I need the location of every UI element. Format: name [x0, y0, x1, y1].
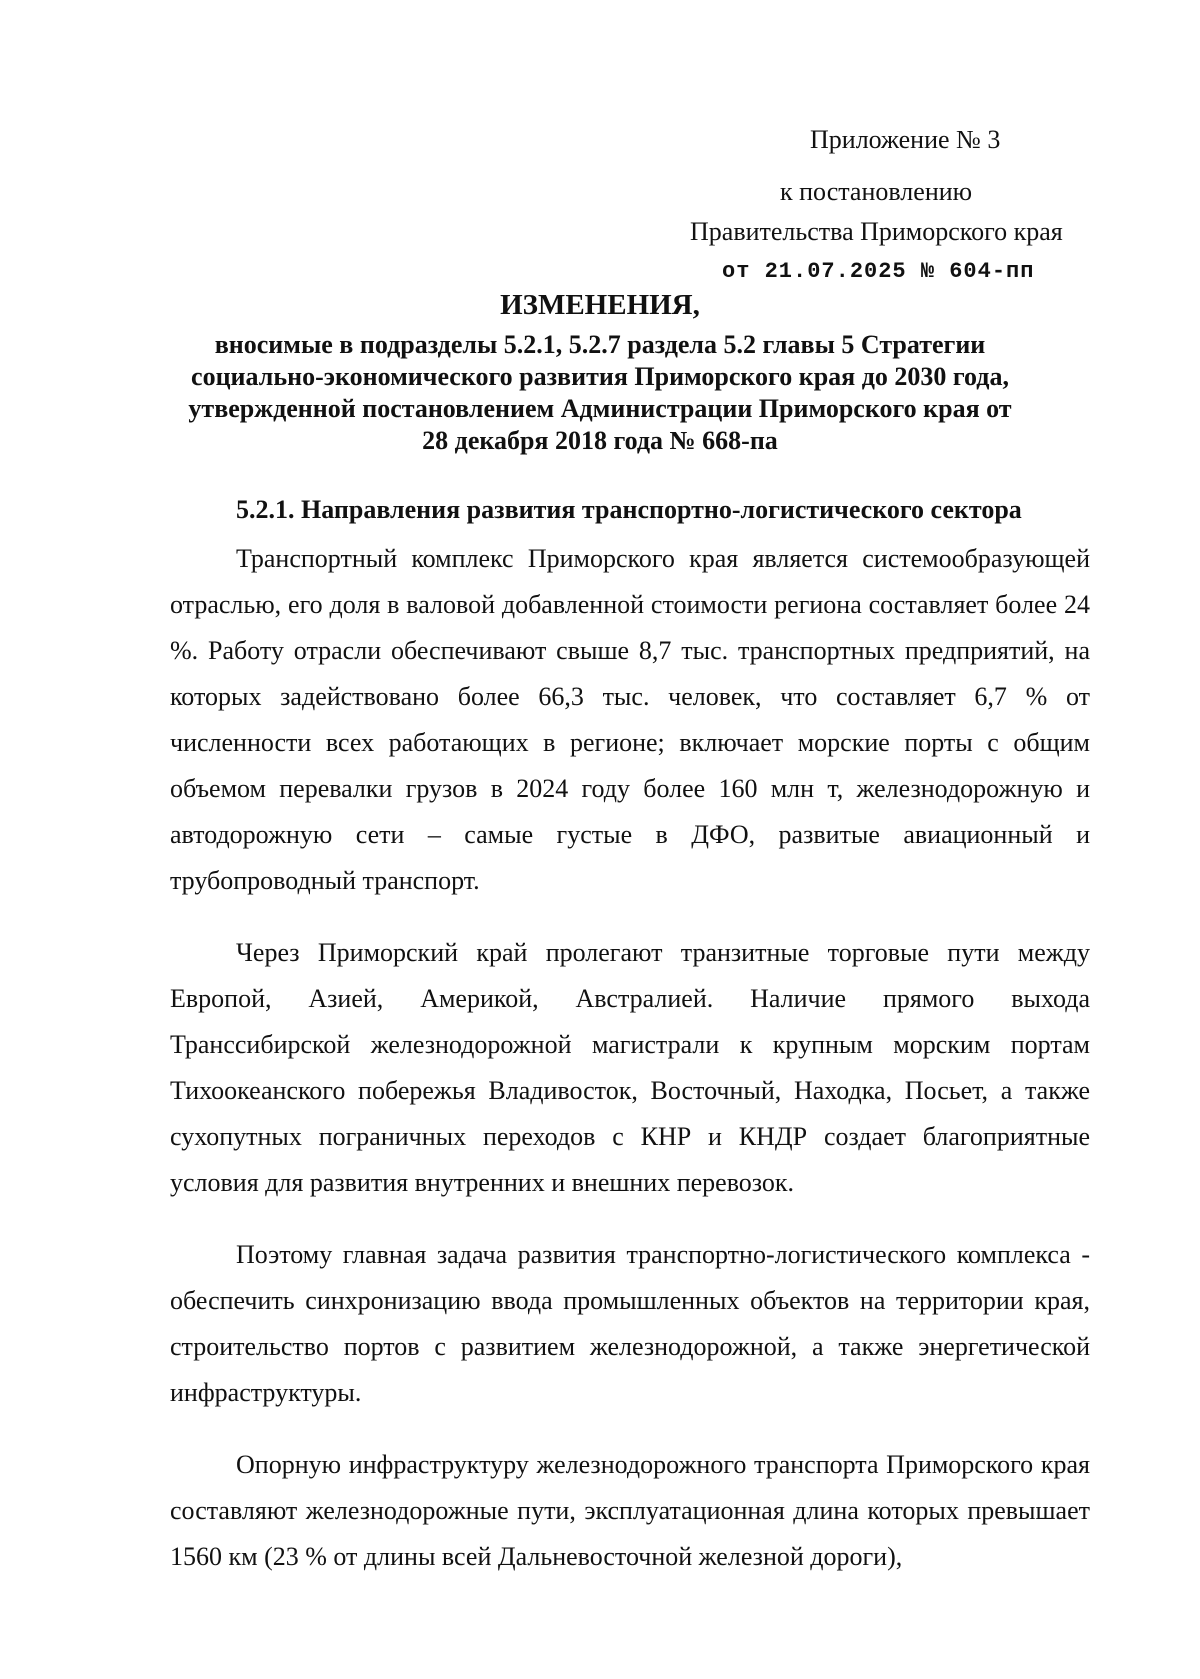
document-title-block [100, 285, 1100, 457]
body-paragraph-3: Поэтому главная задача развития транспортно-логистического комплекса - обеспечить синхронизацию ввода промышленных объектов на территории края, строительство портов с развитием железнодорожной, а также энергетической инфраструктуры. [170, 1240, 1090, 1407]
title-subline-2: социально-экономического развития Приморского края до 2030 года, [191, 362, 1009, 391]
appendix-resolution-line: к постановлению [780, 177, 973, 206]
appendix-date-stamp: от 21.07.2025 № 604-пп [722, 259, 1035, 284]
appendix-government-line: Правительства Приморского края [690, 217, 1063, 246]
appendix-header [680, 120, 1120, 292]
title-subline-1: вносимые в подразделы 5.2.1, 5.2.7 раздела 5.2 главы 5 Стратегии [214, 330, 986, 359]
document-body [170, 490, 1090, 1580]
body-paragraph-2: Через Приморский край пролегают транзитные торговые пути между Европой, Азией, Америкой, Австралией. Наличие прямого выхода Транссибирской железнодорожной магистрали к крупным морским портам Тихоокеанского побережья Владивосток, Восточный, Находка, Посьет, а также сухопутных пограничных переходов с КНР и КНДР создает благоприятные условия для развития внутренних и внешних перевозок. [170, 938, 1090, 1197]
body-paragraph-4: Опорную инфраструктуру железнодорожного транспорта Приморского края составляют железнодорожные пути, эксплуатационная длина которых превышает 1560 км (23 % от длины всей Дальневосточной железной дороги), [170, 1450, 1090, 1571]
document-title: ИЗМЕНЕНИЯ, [500, 289, 700, 321]
section-heading: 5.2.1. Направления развития транспортно-логистического сектора [236, 495, 1022, 524]
title-subline-4: 28 декабря 2018 года № 668-па [422, 426, 778, 455]
body-paragraph-1: Транспортный комплекс Приморского края является системообразующей отраслью, его доля в валовой добавленной стоимости региона составляет более 24 %. Работу отрасли обеспечивают свыше 8,7 тыс. транспортных предприятий, на которых задействовано более 66,3 тыс. человек, что составляет 6,7 % от численности всех работающих в регионе; включает морские порты с общим объемом перевалки грузов в 2024 году более 160 млн т, железнодорожную и автодорожную сети – самые густые в ДФО, развитые авиационный и трубопроводный транспорт. [170, 544, 1090, 895]
appendix-number: Приложение № 3 [810, 125, 1001, 154]
title-subline-3: утвержденной постановлением Администрации Приморского края от [188, 394, 1012, 423]
